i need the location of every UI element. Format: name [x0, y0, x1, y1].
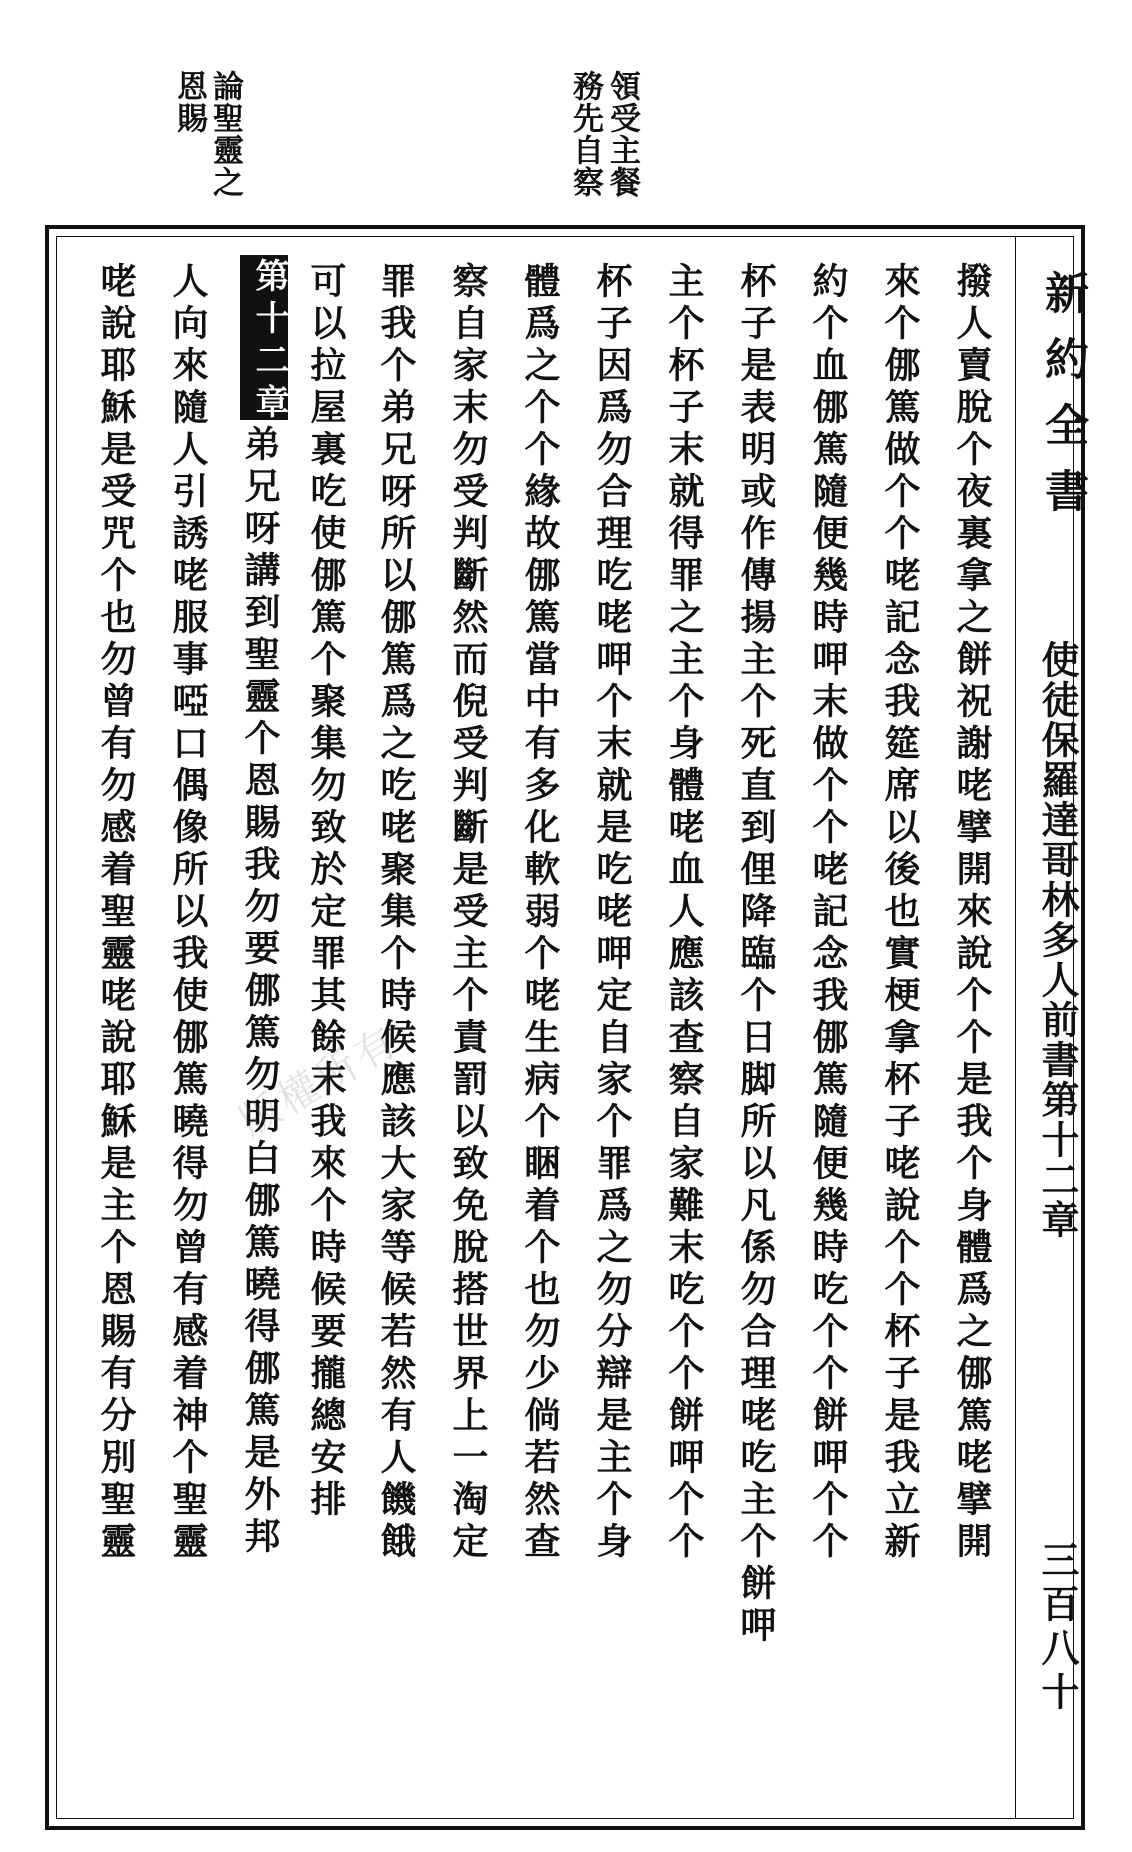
text-column-2: 來个㑚篤做个个咾記念我筵席以後也實梗拿杯子咾說个个杯子是我立新	[879, 262, 921, 1564]
margin-note-left-line2: 恩賜	[171, 70, 207, 134]
text-column-4: 杯子是表明或作傳揚主个死直到俚降臨个日脚所以凡係勿合理咾吃主个餅呷	[735, 262, 777, 1648]
margin-note-right-line1: 領受主餐	[604, 70, 640, 198]
text-column-8: 察自家末勿受判斷然而倪受判斷是受主个責罰以致免脫搭世界上一淘定	[447, 262, 489, 1564]
book-title: 新約全書	[1037, 270, 1088, 534]
text-column-13: 咾說耶穌是受咒个也勿曾有勿感着聖靈咾說耶穌是主个恩賜有分別聖靈	[95, 262, 137, 1564]
text-column-10: 可以拉屋裏吃使㑚篤个聚集勿致於定罪其餘末我來个時候要攏總安排	[305, 262, 347, 1522]
chapter-marker: 第十二章	[249, 258, 289, 426]
text-column-1: 撥人賣脫个夜裏拿之餅祝謝咾擘開來說个个是我个身體爲之㑚篤咾擘開	[951, 262, 993, 1564]
text-column-11: 弟兄呀講到聖靈个恩賜我勿要㑚篤勿明白㑚篤曉得㑚篤是外邦	[239, 425, 281, 1559]
text-column-6: 杯子因爲勿合理吃咾呷个末就是吃咾呷定自家个罪爲之勿分辯是主个身	[591, 262, 633, 1564]
page-number: 三百八十	[1035, 1540, 1080, 1716]
chapter-heading: 使徒保羅達哥林多人前書第十二章	[1035, 640, 1080, 1240]
text-column-9: 罪我个弟兄呀所以㑚篤爲之吃咾聚集个時候應該大家等候若然有人饑餓	[375, 262, 417, 1564]
text-column-3: 約个血㑚篤隨便幾時呷末做个个咾記念我㑚篤隨便幾時吃个个餅呷个个	[807, 262, 849, 1564]
text-column-5: 主个杯子末就得罪之主个身體咾血人應該查察自家難末吃个个餅呷个个	[663, 262, 705, 1564]
margin-note-left-line1: 論聖靈之	[207, 70, 243, 198]
text-column-12: 人向來隨人引誘咾服事啞口偶像所以我使㑚篤曉得勿曾有感着神个聖靈	[167, 262, 209, 1564]
watermark: 版權所有	[232, 1017, 408, 1146]
margin-note-right-line2: 務先自察	[567, 70, 603, 198]
text-column-7: 體爲之个个緣故㑚篤當中有多化軟弱个咾生病个睏着个也勿少倘若然查	[519, 262, 561, 1564]
header-divider	[1015, 236, 1016, 1819]
